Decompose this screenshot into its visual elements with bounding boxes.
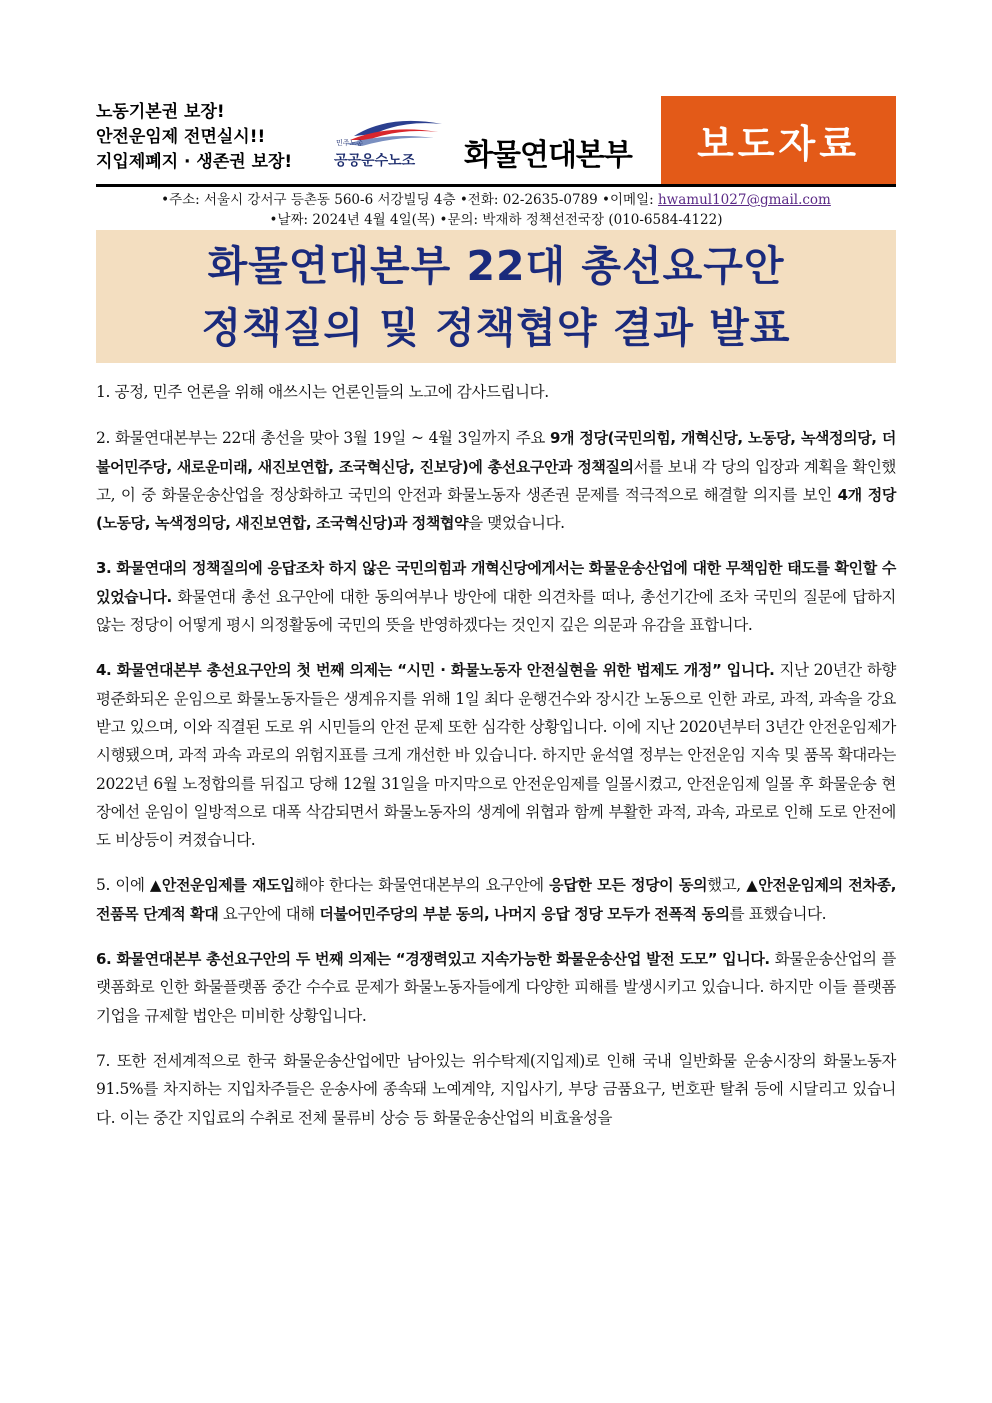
contact-date: •날짜: 2024년 4월 4일(목) xyxy=(269,212,436,228)
paragraph-5: 5. 이에 ▲안전운임제를 재도입해야 한다는 화물연대본부의 요구안에 응답한 모든 정당이 동의했고, ▲안전운임제의 전차종, 전품목 단계적 확대 요구안에 대해 더불어민주당의 부분 동의, 나머지 응답 정당 모두가 전폭적 동의를 표했습니다. xyxy=(96,876,896,923)
slogan-3: 지입제폐지 · 생존권 보장! xyxy=(96,152,293,172)
logo-text: 공공운수노조 xyxy=(334,153,416,169)
letterhead xyxy=(96,96,896,187)
slogan-2: 안전운임제 전면실시!! xyxy=(96,127,266,147)
press-release-label: 보도자료 xyxy=(697,121,860,166)
org-name: 화물연대본부 xyxy=(464,138,632,173)
article-body xyxy=(96,378,896,1149)
contact-line-1 xyxy=(96,188,896,208)
press-release-badge xyxy=(661,96,896,184)
paragraph-3: 3. 화물연대의 정책질의에 응답조차 하지 않은 국민의힘과 개혁신당에게서는 화물운송산업에 대한 무책임한 태도를 확인할 수 있었습니다. 화물연대 총선 요구안에 대한 동의여부나 방안에 대한 의견차를 떠나, 총선기간에 조차 국민의 질문에 답하지 않는 정당이 어떻게 평시 의정활동에 국민의 뜻을 반영하겠다는 것인지 깊은 의문과 유감을 표합니다. xyxy=(96,559,896,635)
paragraph-2: 2. 화물연대본부는 22대 총선을 맞아 3월 19일 ~ 4월 3일까지 주요 9개 정당(국민의힘, 개혁신당, 노동당, 녹색정의당, 더불어민주당, 새로운미래, 새진보연합, 조국혁신당, 진보당)에 총선요구안과 정책질의서를 보내 각 당의 입장과 계획을 확인했고, 이 중 화물운송산업을 정상화하고 국민의 안전과 화물노동자 생존권 문제를 적극적으로 해결할 의지를 보인 4개 정당(노동당, 녹색정의당, 새진보연합, 조국혁신당)과 정책협약을 맺었습니다. xyxy=(96,429,896,533)
contact-email-link[interactable]: hwamul1027@gmail.com xyxy=(657,192,831,208)
contact-phone: •전화: 02-2635-0789 xyxy=(459,192,598,208)
paragraph-7: 7. 또한 전세계적으로 한국 화물운송산업에만 남아있는 위수탁제(지입제)로 인해 국내 일반화물 운송시장의 화물노동자 91.5%를 차지하는 지입차주들은 운송사에 종속돼 노예계약, 지입사기, 부당 금품요구, 번호판 탈취 등에 시달리고 있습니다. 이는 중간 지입료의 수취로 전체 물류비 상승 등 화물운송산업의 비효율성을 xyxy=(96,1051,896,1127)
union-logo xyxy=(334,110,444,170)
contact-line-2 xyxy=(96,208,896,228)
logo-small-text: 민주노총 xyxy=(336,139,364,147)
slogans xyxy=(96,100,292,175)
contact-address: •주소: 서울시 강서구 등촌동 560-6 서강빌딩 4층 xyxy=(161,192,456,208)
contact-inquiry: •문의: 박재하 정책선전국장 (010-6584-4122) xyxy=(439,212,723,228)
headline-line-1: 화물연대본부 22대 총선요구안 xyxy=(207,241,785,290)
headline-line-2: 정책질의 및 정책협약 결과 발표 xyxy=(201,303,791,352)
headline-box xyxy=(96,230,896,363)
slogan-1: 노동기본권 보장! xyxy=(96,102,225,122)
paragraph-1: 1. 공정, 민주 언론을 위해 애쓰시는 언론인들의 노고에 감사드립니다. xyxy=(96,383,549,401)
paragraph-6: 6. 화물연대본부 총선요구안의 두 번째 의제는 “경쟁력있고 지속가능한 화물운송산업 발전 도모” 입니다. 화물운송산업의 플랫폼화로 인한 화물플랫폼 중간 수수료 문제가 화물노동자들에게 다양한 피해를 발생시키고 있습니다. 하지만 이들 플랫폼기업을 규제할 법안은 미비한 상황입니다. xyxy=(96,950,896,1025)
contact-email-label: •이메일: xyxy=(602,192,658,208)
paragraph-4: 4. 화물연대본부 총선요구안의 첫 번째 의제는 “시민 · 화물노동자 안전실현을 위한 법제도 개정” 입니다. 지난 20년간 하향평준화되온 운임으로 화물노동자들은 생계유지를 위해 1일 최다 운행건수와 장시간 노동으로 인한 과로, 과적, 과속을 강요받고 있으며, 이와 직결된 도로 위 시민들의 안전 문제 또한 심각한 상황입니다. 이에 지난 2020년부터 3년간 안전운임제가 시행됐으며, 과적 과속 과로의 위험지표를 크게 개선한 바 있습니다. 하지만 윤석열 정부는 안전운임 지속 및 품목 확대라는 2022년 6월 노정합의를 뒤집고 당해 12월 31일을 마지막으로 안전운임제를 일몰시켰고, 안전운임제 일몰 후 화물운송 현장에선 운임이 일방적으로 대폭 삭감되면서 화물노동자의 생계에 위협과 함께 부활한 과적, 과속, 과로로 인해 도로 안전에도 비상등이 켜졌습니다. xyxy=(96,661,896,850)
